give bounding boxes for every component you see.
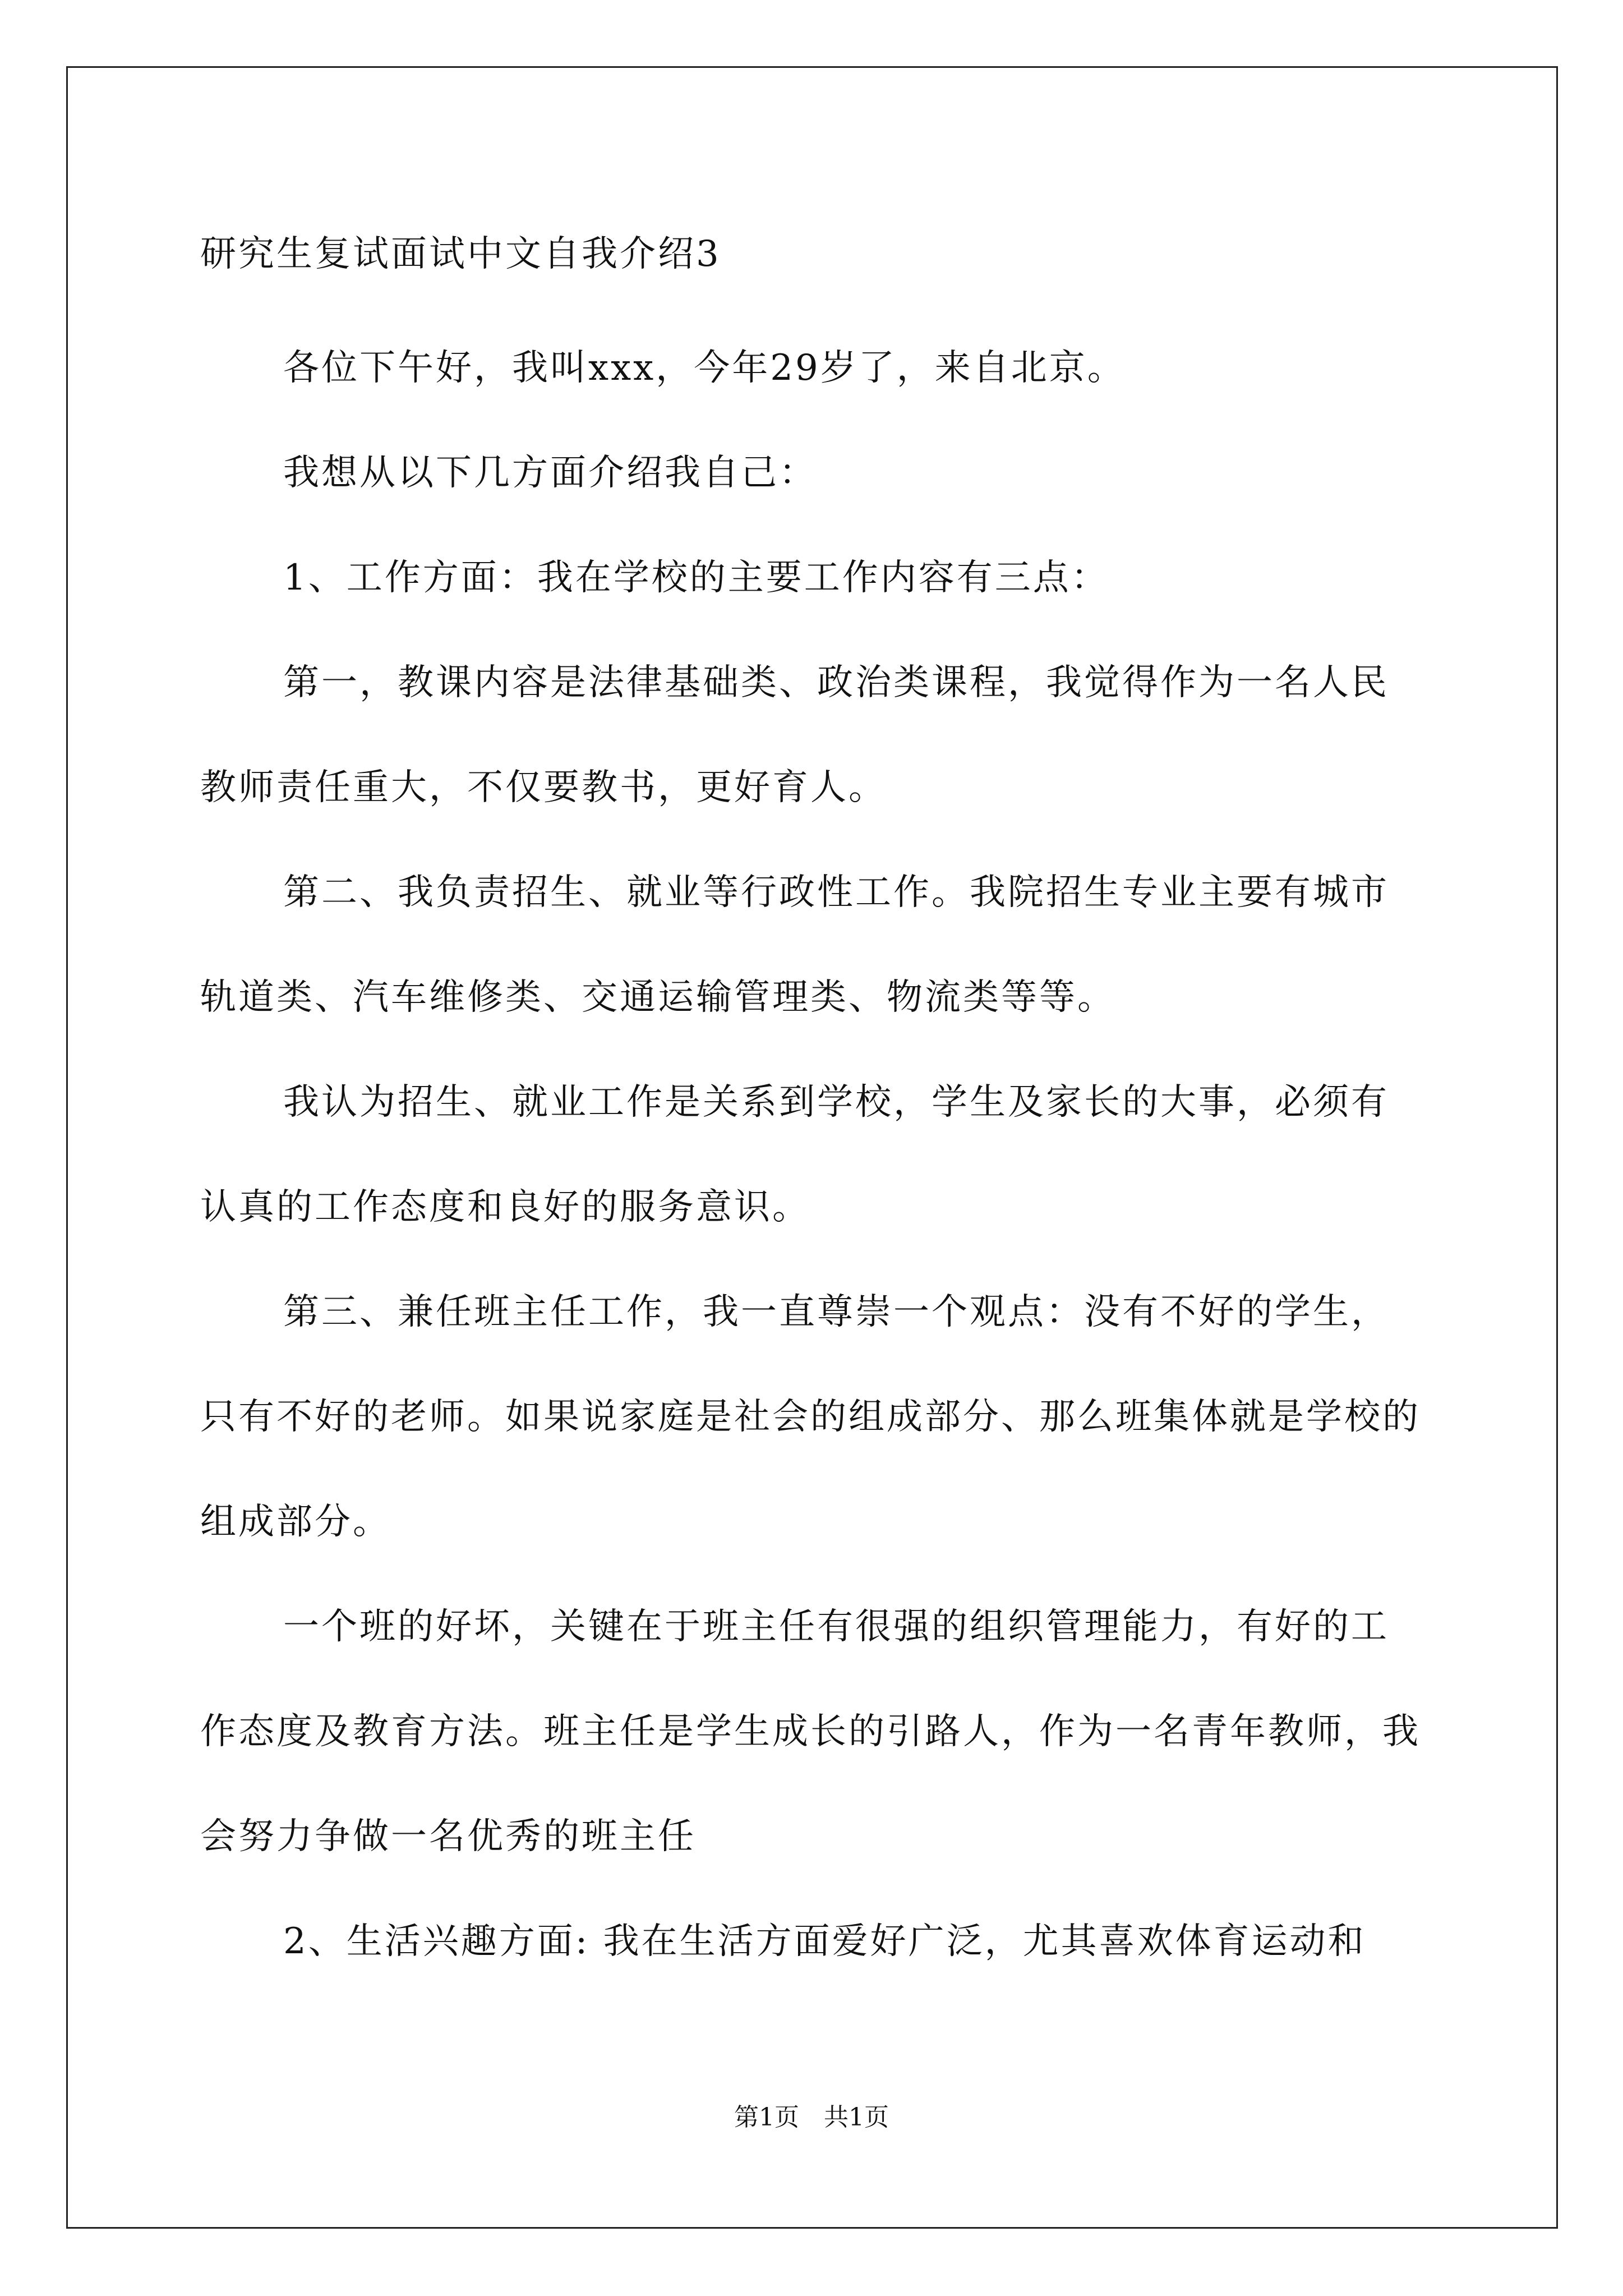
paragraph: 第二、我负责招生、就业等行政性工作。我院招生专业主要有城市轨道类、汽车维修类、交通运输管理类、物流类等等。 [200, 872, 1389, 1018]
paragraph: 第一，教课内容是法律基础类、政治类课程，我觉得作为一名人民教师责任重大，不仅要教书，更好育人。 [200, 662, 1389, 808]
document-title: 研究生复试面试中文自我介绍3 [200, 233, 721, 275]
paragraph: 2、生活兴趣方面: 我在生活方面爱好广泛，尤其喜欢体育运动和 [283, 1921, 1366, 1962]
paragraph: 第三、兼任班主任工作，我一直尊崇一个观点：没有不好的学生，只有不好的老师。如果说家庭是社会的组成部分、那么班集体就是学校的组成部分。 [200, 1291, 1421, 1543]
paragraph: 1、工作方面：我在学校的主要工作内容有三点： [283, 557, 1109, 599]
paragraph: 一个班的好坏，关键在于班主任有很强的组织管理能力，有好的工作态度及教育方法。班主任是学生成长的引路人，作为一名青年教师，我会努力争做一名优秀的班主任 [200, 1606, 1421, 1857]
paragraph: 我认为招生、就业工作是关系到学校，学生及家长的大事，必须有认真的工作态度和良好的服务意识。 [200, 1082, 1389, 1228]
paragraph: 我想从以下几方面介绍我自己： [283, 452, 817, 494]
paragraph: 各位下午好，我叫xxx，今年29岁了，来自北京。 [283, 347, 1126, 389]
page-footer: 第1页 共1页 [734, 2103, 889, 2132]
document-body [200, 215, 1423, 1994]
